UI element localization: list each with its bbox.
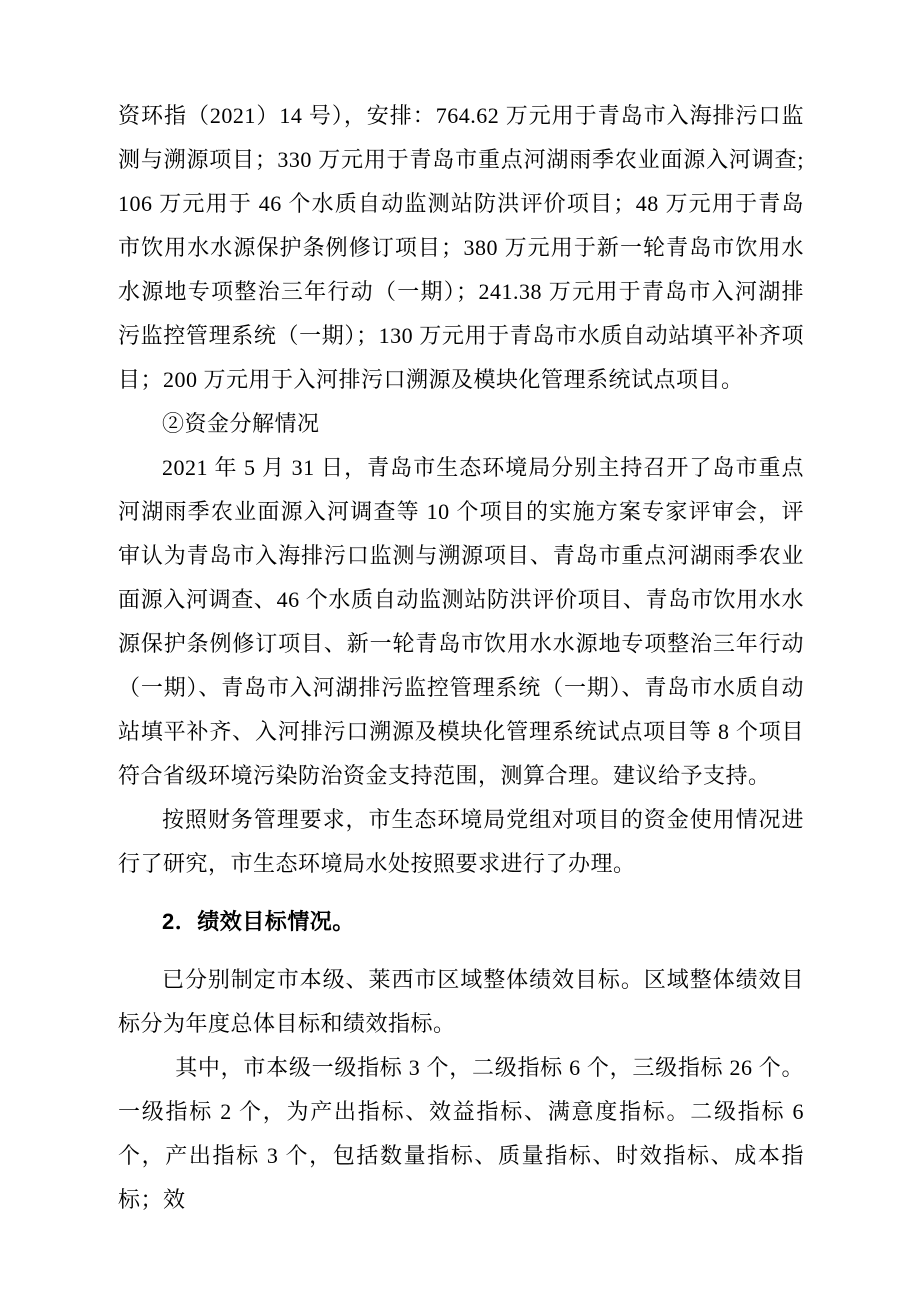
paragraph-financial-management: 按照财务管理要求，市生态环境局党组对项目的资金使用情况进行了研究，市生态环境局水处按照要求进行了办理。	[118, 807, 804, 876]
paragraph-funding-arrangement: 资环指（2021）14 号），安排：764.62 万元用于青岛市入海排污口监测与溯源项目；330 万元用于青岛市重点河湖雨季农业面源入河调查; 106 万元用于 46 个水质自动监测站防洪评价项目；48 万元用于青岛市饮用水水源保护条例修订项目；380 万元用于新一轮青岛市饮用水水源地专项整治三年行动（一期）；241.38 万元用于青岛市入河湖排污监控管理系统（一期）；130 万元用于青岛市水质自动站填平补齐项目；200 万元用于入河排污口溯源及模块化管理系统试点项目。	[118, 103, 804, 392]
paragraph-fund-breakdown-label: ②资金分解情况	[162, 411, 320, 436]
section-heading-performance-goals: 2．绩效目标情况。	[162, 909, 355, 934]
paragraph-expert-review: 2021 年 5 月 31 日，青岛市生态环境局分别主持召开了岛市重点河湖雨季农业面源入河调查等 10 个项目的实施方案专家评审会，评审认为青岛市入海排污口监测与溯源项目、青岛市重点河湖雨季农业面源入河调查、46 个水质自动监测站防洪评价项目、青岛市饮用水水源保护条例修订项目、新一轮青岛市饮用水水源地专项整治三年行动（一期）、青岛市入河湖排污监控管理系统（一期）、青岛市水质自动站填平补齐、入河排污口溯源及模块化管理系统试点项目等 8 个项目符合省级环境污染防治资金支持范围，测算合理。建议给予支持。	[118, 455, 804, 788]
paragraph-goal-overview: 已分别制定市本级、莱西市区域整体绩效目标。区域整体绩效目标分为年度总体目标和绩效指标。	[118, 967, 804, 1036]
paragraph-indicator-counts: 其中，市本级一级指标 3 个，二级指标 6 个，三级指标 26 个。一级指标 2 个，为产出指标、效益指标、满意度指标。二级指标 6 个，产出指标 3 个，包括数量指标、质量指标、时效指标、成本指标；效	[118, 1055, 804, 1212]
